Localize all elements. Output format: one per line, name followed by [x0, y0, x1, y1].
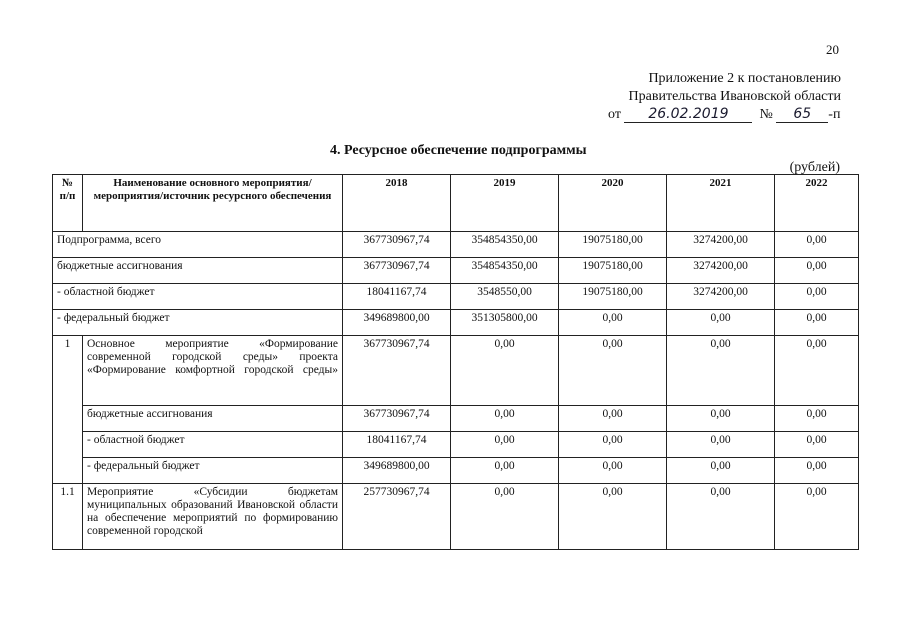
- header-year: 2019: [451, 175, 559, 232]
- cell-value: 0,00: [559, 484, 667, 550]
- cell-value: 0,00: [775, 310, 859, 336]
- header-num: № п/п: [53, 175, 83, 232]
- row-label: - областной бюджет: [83, 432, 343, 458]
- table-header-row: [53, 175, 859, 232]
- cell-value: 0,00: [775, 406, 859, 432]
- cell-value: 0,00: [559, 432, 667, 458]
- cell-value: 0,00: [559, 310, 667, 336]
- cell-value: 0,00: [559, 336, 667, 406]
- appendix-line-1: Приложение 2 к постановлению: [648, 71, 841, 86]
- cell-value: 18041167,74: [343, 432, 451, 458]
- from-label: от: [608, 107, 621, 122]
- cell-value: 0,00: [451, 458, 559, 484]
- row-label: - федеральный бюджет: [83, 458, 343, 484]
- cell-value: 0,00: [667, 432, 775, 458]
- cell-value: 349689800,00: [343, 458, 451, 484]
- cell-value: 0,00: [775, 432, 859, 458]
- cell-value: 349689800,00: [343, 310, 451, 336]
- cell-value: 0,00: [451, 406, 559, 432]
- decree-reference: [608, 106, 840, 123]
- decree-date: 26.02.2019: [624, 106, 752, 123]
- appendix-header: [629, 70, 841, 106]
- cell-value: 0,00: [559, 406, 667, 432]
- section-title: 4. Ресурсное обеспечение подпрограммы: [330, 143, 587, 158]
- unit-label: (рублей): [789, 160, 840, 175]
- cell-value: 0,00: [667, 484, 775, 550]
- cell-value: 0,00: [667, 458, 775, 484]
- row-number: 1.1: [53, 484, 83, 550]
- cell-value: 0,00: [451, 336, 559, 406]
- header-year: 2022: [775, 175, 859, 232]
- header-name: Наименование основного мероприятия/мероприятия/источник ресурсного обеспечения: [83, 175, 343, 232]
- table-row: [53, 336, 859, 406]
- cell-value: 0,00: [775, 284, 859, 310]
- cell-value: 354854350,00: [451, 232, 559, 258]
- table-row: [53, 406, 859, 432]
- cell-value: 19075180,00: [559, 258, 667, 284]
- table-row: [53, 284, 859, 310]
- cell-value: 0,00: [667, 406, 775, 432]
- table-row: [53, 258, 859, 284]
- cell-value: 0,00: [451, 432, 559, 458]
- cell-value: 3548550,00: [451, 284, 559, 310]
- cell-value: 351305800,00: [451, 310, 559, 336]
- cell-value: 0,00: [775, 336, 859, 406]
- cell-value: 0,00: [667, 310, 775, 336]
- cell-value: 0,00: [451, 484, 559, 550]
- cell-value: 0,00: [775, 458, 859, 484]
- cell-value: 18041167,74: [343, 284, 451, 310]
- cell-value: 19075180,00: [559, 284, 667, 310]
- cell-value: 0,00: [775, 484, 859, 550]
- row-label: бюджетные ассигнования: [83, 406, 343, 432]
- appendix-line-2: Правительства Ивановской области: [628, 89, 841, 104]
- cell-value: 367730967,74: [343, 406, 451, 432]
- cell-value: 3274200,00: [667, 284, 775, 310]
- cell-value: 3274200,00: [667, 258, 775, 284]
- cell-value: 367730967,74: [343, 336, 451, 406]
- cell-value: 354854350,00: [451, 258, 559, 284]
- cell-value: 19075180,00: [559, 232, 667, 258]
- table-row: [53, 310, 859, 336]
- row-label: бюджетные ассигнования: [53, 258, 343, 284]
- header-year: 2021: [667, 175, 775, 232]
- header-year: 2018: [343, 175, 451, 232]
- cell-value: 367730967,74: [343, 258, 451, 284]
- page-number: 20: [826, 42, 839, 57]
- table-row: [53, 432, 859, 458]
- cell-value: 0,00: [775, 232, 859, 258]
- number-label: №: [759, 107, 773, 122]
- cell-value: 0,00: [667, 336, 775, 406]
- resource-table: [52, 174, 859, 550]
- cell-value: 3274200,00: [667, 232, 775, 258]
- row-name: Мероприятие «Субсидии бюджетам муниципальных образований Ивановской области на обеспечение мероприятий по формированию современной городской: [83, 484, 343, 550]
- cell-value: 0,00: [559, 458, 667, 484]
- cell-value: 367730967,74: [343, 232, 451, 258]
- row-label: Подпрограмма, всего: [53, 232, 343, 258]
- decree-number: 65: [776, 106, 828, 123]
- row-label: - областной бюджет: [53, 284, 343, 310]
- row-label: - федеральный бюджет: [53, 310, 343, 336]
- cell-value: 257730967,74: [343, 484, 451, 550]
- header-year: 2020: [559, 175, 667, 232]
- cell-value: 0,00: [775, 258, 859, 284]
- table-row: [53, 484, 859, 550]
- row-name: Основное мероприятие «Формирование современной городской среды» проекта «Формирование комфортной городской среды»: [83, 336, 343, 406]
- table-row: [53, 232, 859, 258]
- number-suffix: -п: [828, 107, 841, 122]
- table-row: [53, 458, 859, 484]
- row-number: 1: [53, 336, 83, 406]
